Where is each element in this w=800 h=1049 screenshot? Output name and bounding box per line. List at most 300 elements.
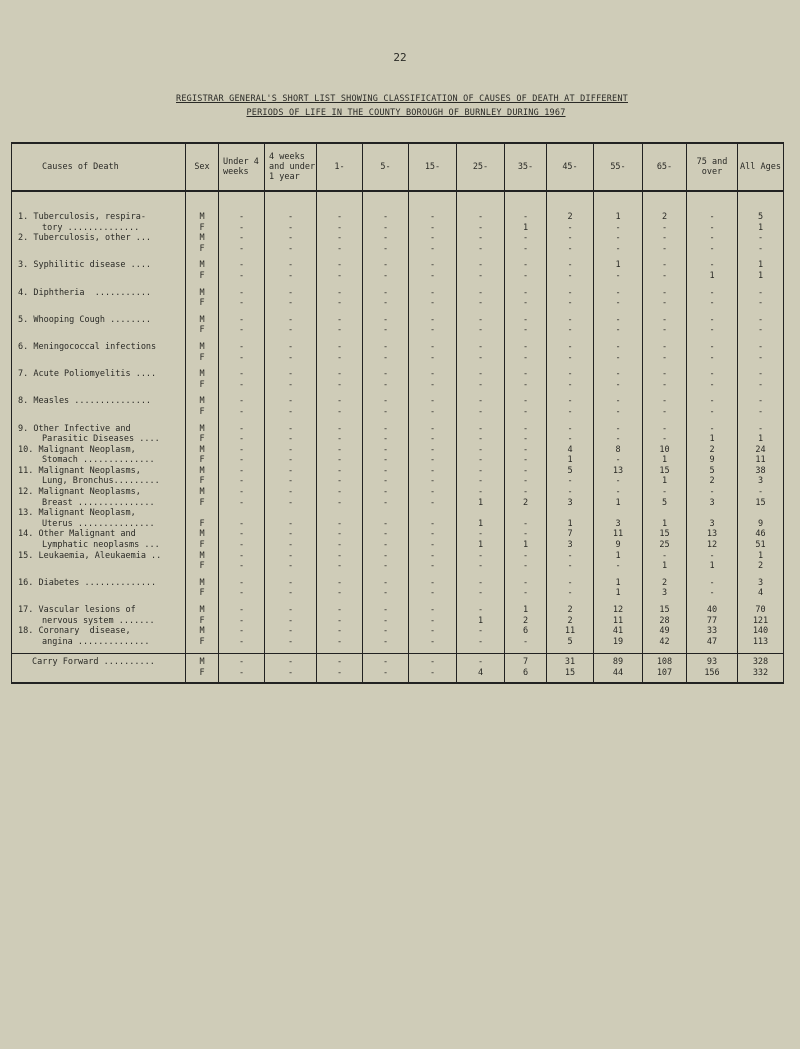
spacer-cell (547, 191, 594, 212)
value-cell: - (265, 626, 317, 637)
value-cell: - (547, 369, 594, 380)
table-row (12, 466, 784, 477)
value-cell: - (265, 342, 317, 353)
value-cell: 3 (687, 498, 738, 509)
value-cell: - (363, 519, 409, 530)
sex-cell: M (186, 315, 219, 326)
value-cell: - (594, 233, 643, 244)
value-cell: - (363, 540, 409, 551)
sex-cell: M (186, 260, 219, 271)
sex-cell: M (186, 578, 219, 589)
value-cell: 2 (643, 578, 687, 589)
value-cell: - (363, 466, 409, 477)
value-cell: - (505, 260, 547, 271)
header-age-35: 35- (505, 143, 547, 191)
value-cell: - (594, 325, 643, 336)
value-cell: - (643, 288, 687, 299)
value-cell: - (409, 498, 457, 509)
sex-cell: F (186, 668, 219, 683)
value-cell: - (505, 424, 547, 435)
all-ages-cell: 121 (738, 616, 784, 627)
value-cell: - (409, 519, 457, 530)
value-cell: - (457, 233, 505, 244)
value-cell: 13 (687, 529, 738, 540)
header-all-ages: All Ages (738, 143, 784, 191)
value-cell: - (265, 605, 317, 616)
value-cell: - (219, 407, 265, 418)
value-cell: - (687, 298, 738, 309)
value-cell: - (457, 288, 505, 299)
value-cell: - (409, 637, 457, 648)
table-row (12, 325, 784, 336)
value-cell: - (265, 654, 317, 668)
sex-cell: M (186, 487, 219, 498)
cause-label: 5. Whooping Cough ........ (12, 315, 186, 326)
value-cell: 31 (547, 654, 594, 668)
cause-label: 15. Leukaemia, Aleukaemia .. (12, 551, 186, 562)
spacer-cell (643, 191, 687, 212)
value-cell: - (643, 233, 687, 244)
value-cell: - (317, 476, 363, 487)
value-cell: - (457, 588, 505, 599)
value-cell: 9 (594, 540, 643, 551)
value-cell: - (317, 288, 363, 299)
value-cell: - (505, 476, 547, 487)
value-cell: - (457, 271, 505, 282)
value-cell: - (219, 466, 265, 477)
value-cell: 2 (547, 605, 594, 616)
cause-label: tory .............. (12, 223, 186, 234)
value-cell: - (219, 561, 265, 572)
value-cell: - (547, 578, 594, 589)
value-cell: - (265, 223, 317, 234)
value-cell: - (687, 369, 738, 380)
value-cell: - (265, 288, 317, 299)
value-cell: - (457, 561, 505, 572)
value-cell: - (409, 244, 457, 255)
value-cell: - (265, 551, 317, 562)
cause-label: 3. Syphilitic disease .... (12, 260, 186, 271)
table-row (12, 315, 784, 326)
value-cell: 1 (643, 519, 687, 530)
sex-cell: F (186, 637, 219, 648)
spacer-cell (594, 191, 643, 212)
cause-label: 7. Acute Poliomyelitis .... (12, 369, 186, 380)
value-cell: 13 (594, 466, 643, 477)
all-ages-cell: 1 (738, 551, 784, 562)
table-row (12, 369, 784, 380)
header-causes: Causes of Death (12, 143, 186, 191)
all-ages-cell: 1 (738, 223, 784, 234)
all-ages-cell: - (738, 424, 784, 435)
header-age-45: 45- (547, 143, 594, 191)
value-cell: - (547, 487, 594, 498)
header-4-weeks-under-1-year: 4 weeks and under 1 year (265, 143, 317, 191)
value-cell: 4 (547, 445, 594, 456)
value-cell: - (265, 561, 317, 572)
value-cell: 6 (505, 668, 547, 683)
spacer-cell (687, 191, 738, 212)
value-cell: - (505, 342, 547, 353)
value-cell: 25 (643, 540, 687, 551)
all-ages-cell: 3 (738, 578, 784, 589)
value-cell: 1 (594, 260, 643, 271)
value-cell: - (219, 353, 265, 364)
value-cell: - (505, 271, 547, 282)
cause-label (12, 298, 186, 309)
sex-cell: F (186, 380, 219, 391)
sex-cell: M (186, 605, 219, 616)
all-ages-cell: - (738, 369, 784, 380)
value-cell: - (594, 455, 643, 466)
spacer-cell (409, 191, 457, 212)
value-cell: - (363, 551, 409, 562)
table-row (12, 380, 784, 391)
cause-label: Carry Forward .......... (12, 654, 186, 668)
value-cell (409, 508, 457, 519)
value-cell: - (219, 668, 265, 683)
value-cell: - (643, 342, 687, 353)
value-cell (594, 508, 643, 519)
value-cell: - (409, 455, 457, 466)
sex-cell: M (186, 288, 219, 299)
value-cell: - (594, 396, 643, 407)
value-cell: - (265, 519, 317, 530)
value-cell: 1 (594, 578, 643, 589)
value-cell: - (317, 578, 363, 589)
value-cell: - (265, 616, 317, 627)
value-cell: - (265, 212, 317, 223)
table-row (12, 476, 784, 487)
sex-cell: F (186, 298, 219, 309)
value-cell: - (409, 529, 457, 540)
cause-label: Breast ............... (12, 498, 186, 509)
value-cell: - (594, 561, 643, 572)
all-ages-cell (738, 508, 784, 519)
value-cell: - (505, 637, 547, 648)
value-cell: - (687, 315, 738, 326)
value-cell: - (219, 315, 265, 326)
value-cell: - (409, 434, 457, 445)
value-cell: 2 (687, 476, 738, 487)
value-cell: 1 (594, 551, 643, 562)
value-cell: - (363, 315, 409, 326)
value-cell: - (457, 424, 505, 435)
value-cell: - (687, 288, 738, 299)
cause-label: angina .............. (12, 637, 186, 648)
table-row (12, 233, 784, 244)
table-row (12, 519, 784, 530)
table-row (12, 529, 784, 540)
value-cell: - (505, 298, 547, 309)
value-cell: - (219, 325, 265, 336)
value-cell: 10 (643, 445, 687, 456)
value-cell: - (219, 445, 265, 456)
value-cell: - (265, 476, 317, 487)
value-cell: - (505, 434, 547, 445)
value-cell: - (363, 342, 409, 353)
value-cell: - (265, 455, 317, 466)
sex-cell: F (186, 271, 219, 282)
spacer-cell (265, 191, 317, 212)
value-cell: - (409, 424, 457, 435)
value-cell: - (505, 315, 547, 326)
value-cell: - (219, 637, 265, 648)
value-cell: - (687, 588, 738, 599)
all-ages-cell: - (738, 233, 784, 244)
value-cell: 2 (505, 616, 547, 627)
table-row (12, 605, 784, 616)
value-cell: - (363, 637, 409, 648)
spacer-cell (505, 191, 547, 212)
value-cell: 156 (687, 668, 738, 683)
value-cell: - (409, 223, 457, 234)
value-cell: 11 (594, 529, 643, 540)
cause-label: Uterus ............... (12, 519, 186, 530)
value-cell: - (317, 466, 363, 477)
header-age-5: 5- (363, 143, 409, 191)
value-cell: - (265, 540, 317, 551)
table-row (12, 396, 784, 407)
value-cell: 3 (547, 498, 594, 509)
spacer-cell (12, 191, 186, 212)
value-cell: - (265, 445, 317, 456)
all-ages-cell: 4 (738, 588, 784, 599)
all-ages-cell: 51 (738, 540, 784, 551)
value-cell: - (505, 212, 547, 223)
all-ages-cell: 328 (738, 654, 784, 668)
value-cell: 3 (547, 540, 594, 551)
value-cell: - (594, 434, 643, 445)
value-cell: - (547, 223, 594, 234)
value-cell: 89 (594, 654, 643, 668)
value-cell: 5 (547, 637, 594, 648)
cause-label: 17. Vascular lesions of (12, 605, 186, 616)
sex-cell: F (186, 223, 219, 234)
value-cell: - (317, 298, 363, 309)
value-cell: - (317, 260, 363, 271)
value-cell: 3 (687, 519, 738, 530)
value-cell: - (643, 424, 687, 435)
table-row (12, 455, 784, 466)
value-cell: 7 (547, 529, 594, 540)
value-cell: - (317, 434, 363, 445)
value-cell: - (409, 626, 457, 637)
value-cell: - (363, 244, 409, 255)
cause-label: 8. Measles ............... (12, 396, 186, 407)
header-age-65: 65- (643, 143, 687, 191)
value-cell: - (265, 260, 317, 271)
value-cell: - (457, 315, 505, 326)
cause-label: Parasitic Diseases .... (12, 434, 186, 445)
cause-label (12, 588, 186, 599)
all-ages-cell: - (738, 288, 784, 299)
cause-label: 4. Diphtheria ........... (12, 288, 186, 299)
value-cell: - (505, 396, 547, 407)
value-cell: - (363, 260, 409, 271)
table-row (12, 498, 784, 509)
sex-cell: F (186, 498, 219, 509)
value-cell: 1 (594, 588, 643, 599)
value-cell: - (643, 380, 687, 391)
all-ages-cell: 15 (738, 498, 784, 509)
table-row (12, 540, 784, 551)
value-cell: 2 (643, 212, 687, 223)
value-cell: - (409, 540, 457, 551)
value-cell: - (547, 561, 594, 572)
table-row (12, 212, 784, 223)
value-cell: - (409, 271, 457, 282)
value-cell: 1 (457, 616, 505, 627)
value-cell: - (547, 260, 594, 271)
value-cell: 2 (505, 498, 547, 509)
value-cell: - (505, 466, 547, 477)
value-cell: 15 (643, 466, 687, 477)
value-cell: - (317, 529, 363, 540)
value-cell: - (505, 407, 547, 418)
value-cell: - (409, 588, 457, 599)
cause-label: 18. Coronary disease, (12, 626, 186, 637)
value-cell: - (409, 233, 457, 244)
value-cell: - (457, 455, 505, 466)
value-cell: - (687, 212, 738, 223)
value-cell: - (317, 605, 363, 616)
table-row (12, 271, 784, 282)
spacer-cell (363, 191, 409, 212)
value-cell: - (265, 271, 317, 282)
value-cell: - (594, 288, 643, 299)
value-cell: - (363, 561, 409, 572)
value-cell: - (219, 487, 265, 498)
value-cell: - (594, 342, 643, 353)
table-row (12, 508, 784, 519)
value-cell: - (505, 380, 547, 391)
value-cell: - (265, 325, 317, 336)
value-cell: 15 (643, 605, 687, 616)
value-cell: 1 (594, 212, 643, 223)
value-cell: - (219, 476, 265, 487)
value-cell: - (547, 298, 594, 309)
value-cell: - (643, 434, 687, 445)
value-cell: - (219, 369, 265, 380)
value-cell: - (363, 476, 409, 487)
all-ages-cell: 1 (738, 434, 784, 445)
value-cell: - (363, 298, 409, 309)
value-cell: - (505, 578, 547, 589)
value-cell: - (265, 637, 317, 648)
value-cell: 15 (643, 529, 687, 540)
value-cell: 1 (505, 540, 547, 551)
value-cell: - (505, 325, 547, 336)
value-cell: - (317, 519, 363, 530)
value-cell: 108 (643, 654, 687, 668)
value-cell: - (265, 529, 317, 540)
spacer-cell (219, 191, 265, 212)
value-cell: - (363, 578, 409, 589)
table-row (12, 223, 784, 234)
header-row (12, 143, 784, 191)
value-cell: - (265, 578, 317, 589)
value-cell: - (505, 487, 547, 498)
all-ages-cell: 24 (738, 445, 784, 456)
value-cell: - (317, 487, 363, 498)
value-cell: - (547, 288, 594, 299)
value-cell: - (457, 353, 505, 364)
value-cell: - (317, 212, 363, 223)
table-row (12, 434, 784, 445)
all-ages-cell: 1 (738, 271, 784, 282)
value-cell: - (317, 637, 363, 648)
sex-cell (186, 508, 219, 519)
value-cell: - (687, 244, 738, 255)
value-cell: - (363, 380, 409, 391)
value-cell: - (643, 325, 687, 336)
value-cell: - (457, 487, 505, 498)
value-cell: - (409, 325, 457, 336)
value-cell: - (219, 212, 265, 223)
value-cell: - (457, 223, 505, 234)
all-ages-cell: - (738, 315, 784, 326)
value-cell: - (219, 298, 265, 309)
sex-cell: F (186, 588, 219, 599)
value-cell: 44 (594, 668, 643, 683)
all-ages-cell: - (738, 353, 784, 364)
value-cell: - (643, 369, 687, 380)
table-row (12, 298, 784, 309)
table-row (12, 551, 784, 562)
value-cell: 1 (505, 223, 547, 234)
value-cell: - (363, 616, 409, 627)
value-cell: - (409, 445, 457, 456)
value-cell: - (219, 519, 265, 530)
value-cell: - (505, 244, 547, 255)
value-cell: - (265, 369, 317, 380)
sex-cell: F (186, 476, 219, 487)
page-number: 22 (393, 51, 407, 64)
value-cell: - (317, 588, 363, 599)
value-cell: - (219, 244, 265, 255)
all-ages-cell: - (738, 342, 784, 353)
value-cell (317, 508, 363, 519)
all-ages-cell: 1 (738, 260, 784, 271)
value-cell: - (317, 626, 363, 637)
value-cell: - (317, 561, 363, 572)
value-cell: - (265, 668, 317, 683)
value-cell: - (363, 271, 409, 282)
value-cell: 40 (687, 605, 738, 616)
value-cell: - (219, 529, 265, 540)
value-cell: 6 (505, 626, 547, 637)
header-age-15: 15- (409, 143, 457, 191)
cause-label: nervous system ....... (12, 616, 186, 627)
spacer-cell (738, 191, 784, 212)
value-cell: - (317, 380, 363, 391)
sex-cell: F (186, 325, 219, 336)
all-ages-cell: 332 (738, 668, 784, 683)
value-cell: - (643, 260, 687, 271)
value-cell: - (547, 271, 594, 282)
value-cell: - (219, 434, 265, 445)
table-row (12, 244, 784, 255)
value-cell: - (547, 342, 594, 353)
value-cell: - (265, 396, 317, 407)
value-cell (643, 508, 687, 519)
value-cell: 11 (547, 626, 594, 637)
value-cell: - (457, 212, 505, 223)
value-cell: 1 (457, 519, 505, 530)
value-cell: - (219, 233, 265, 244)
sex-cell: M (186, 466, 219, 477)
